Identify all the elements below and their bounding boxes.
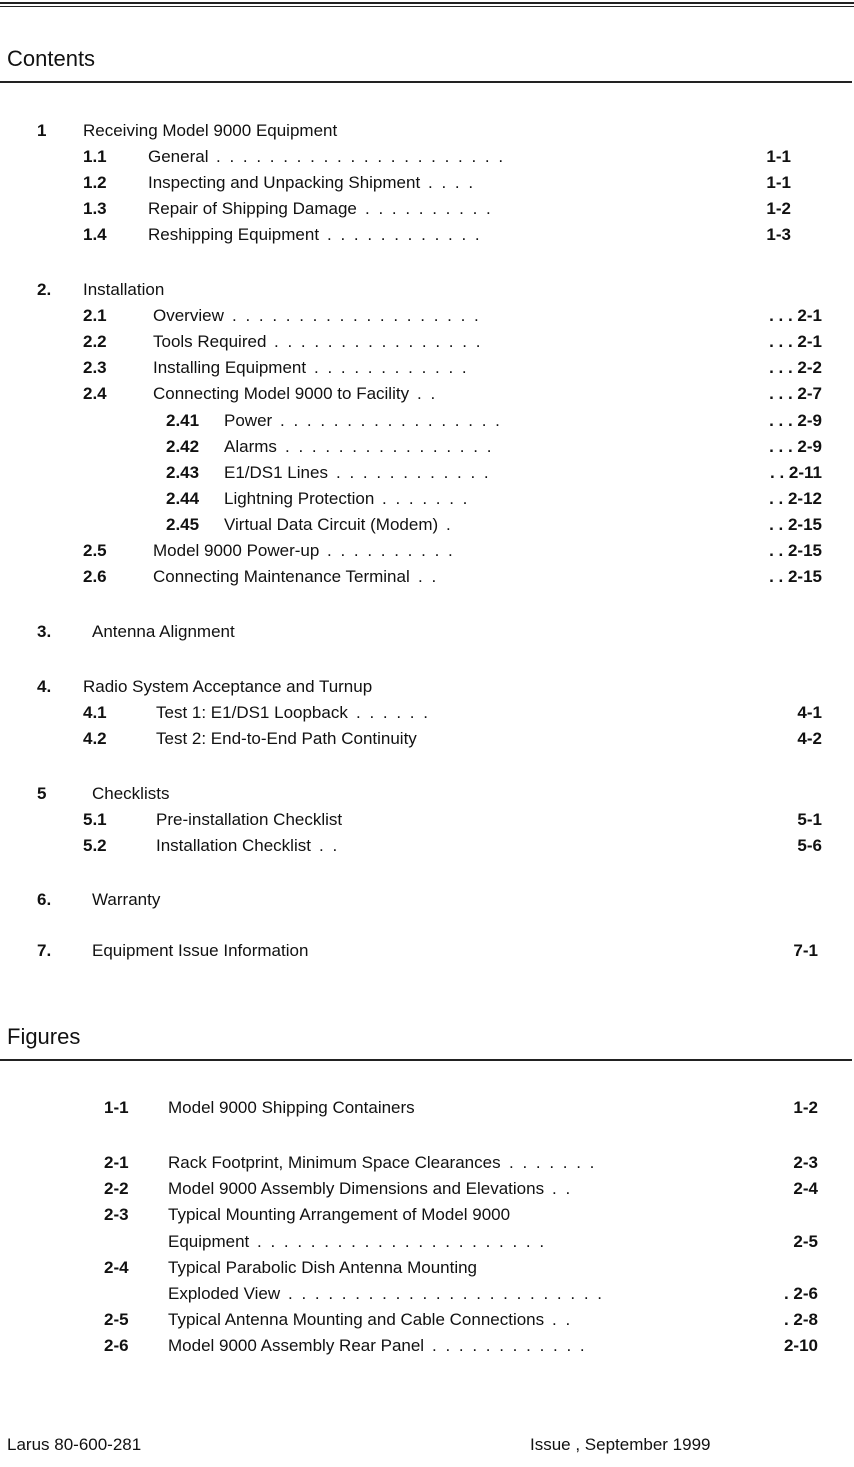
toc-number: 2.42 <box>166 437 200 456</box>
toc-title: Alarms <box>224 437 277 456</box>
figure-number: 2-1 <box>104 1153 129 1172</box>
toc-number: 3. <box>37 622 52 641</box>
toc-title: Inspecting and Unpacking Shipment <box>148 173 421 192</box>
toc-number: 2.41 <box>166 411 200 430</box>
figure-title: Typical Mounting Arrangement of Model 9000 <box>168 1205 511 1224</box>
figure-page-number: . 2-8 <box>783 1310 818 1329</box>
toc-title: Overview <box>153 306 224 325</box>
toc-page-number: . . 2-12 <box>769 489 822 508</box>
figure-page-number: 2-3 <box>793 1153 818 1172</box>
figure-row <box>0 1152 854 1174</box>
toc-leader-dots: . . . . . . . . . . . . . . . . . . . <box>232 306 481 325</box>
contents-heading: Contents <box>7 46 96 71</box>
toc-row <box>0 889 854 911</box>
toc-title: Connecting Model 9000 to Facility <box>153 384 410 403</box>
toc-number: 2.3 <box>83 358 107 377</box>
toc-title: General <box>148 147 209 166</box>
toc-title: Installation Checklist <box>156 836 311 855</box>
figure-title: Typical Parabolic Dish Antenna Mounting <box>168 1258 478 1277</box>
toc-row <box>0 172 854 194</box>
toc-number: 7. <box>37 941 52 960</box>
toc-title: Checklists <box>92 784 170 803</box>
figure-leader-dots: . . <box>552 1179 573 1198</box>
toc-number: 1.3 <box>83 199 107 218</box>
toc-page-number: . . . 2-7 <box>769 384 822 403</box>
toc-row <box>0 462 854 484</box>
toc-title: Equipment Issue Information <box>92 941 309 960</box>
toc-row <box>0 514 854 536</box>
toc-number: 2. <box>37 280 52 299</box>
toc-row <box>0 305 854 327</box>
figure-leader-dots: . . . . . . . . . . . . . . . . . . . . . . . . <box>288 1284 604 1303</box>
figure-number: 1-1 <box>104 1098 129 1117</box>
toc-leader-dots: . . . . . . <box>356 703 430 722</box>
toc-row <box>0 331 854 353</box>
toc-row <box>0 436 854 458</box>
toc-number: 5 <box>37 784 47 803</box>
toc-row <box>0 540 854 562</box>
figures-heading: Figures <box>7 1024 81 1049</box>
figure-row <box>0 1335 854 1357</box>
figure-row <box>0 1231 854 1253</box>
figure-leader-dots: . . . . . . . <box>509 1153 597 1172</box>
figure-page-number: 1-2 <box>793 1098 818 1117</box>
toc-page-number: 4-1 <box>797 703 822 722</box>
toc-page-number: . . 2-15 <box>769 567 822 586</box>
figure-title: Model 9000 Assembly Rear Panel <box>168 1336 425 1355</box>
toc-leader-dots: . <box>446 515 453 534</box>
toc-title: Receiving Model 9000 Equipment <box>83 121 338 140</box>
figures-rule <box>0 1059 852 1061</box>
figure-number: 2-4 <box>104 1258 129 1277</box>
toc-leader-dots: . . <box>319 836 340 855</box>
toc-number: 5.1 <box>83 810 107 829</box>
toc-title: Installing Equipment <box>153 358 307 377</box>
figure-title: Model 9000 Assembly Dimensions and Elevations <box>168 1179 545 1198</box>
toc-number: 4. <box>37 677 52 696</box>
toc-title: Test 1: E1/DS1 Loopback <box>156 703 348 722</box>
contents-rule <box>0 81 852 83</box>
toc-row <box>0 621 854 643</box>
toc-page-number: 4-2 <box>797 729 822 748</box>
toc-page-number: . . 2-15 <box>769 515 822 534</box>
toc-leader-dots: . . . . . . . . . . . . . . . . <box>285 437 494 456</box>
toc-title: Repair of Shipping Damage <box>148 199 357 218</box>
figure-page-number: . 2-6 <box>783 1284 818 1303</box>
figure-row <box>0 1204 854 1226</box>
toc-title: Antenna Alignment <box>92 622 235 641</box>
toc-title: Connecting Maintenance Terminal <box>153 567 410 586</box>
figure-row <box>0 1283 854 1305</box>
toc-number: 1.1 <box>83 147 107 166</box>
toc-number: 1 <box>37 121 47 140</box>
toc-row <box>0 488 854 510</box>
toc-leader-dots: . . <box>418 567 439 586</box>
toc-page-number: 5-6 <box>797 836 822 855</box>
toc-number: 2.43 <box>166 463 200 482</box>
figure-row <box>0 1178 854 1200</box>
figure-title: Typical Antenna Mounting and Cable Connections <box>168 1310 545 1329</box>
toc-leader-dots: . . <box>417 384 438 403</box>
toc-page-number: 1-1 <box>766 147 791 166</box>
toc-title: Installation <box>83 280 165 299</box>
toc-row <box>0 410 854 432</box>
toc-number: 5.2 <box>83 836 107 855</box>
figure-number: 2-2 <box>104 1179 129 1198</box>
toc-row <box>0 809 854 831</box>
figure-title: Model 9000 Shipping Containers <box>168 1098 415 1117</box>
toc-title: Power <box>224 411 273 430</box>
toc-row <box>0 146 854 168</box>
toc-number: 6. <box>37 890 52 909</box>
toc-title: Radio System Acceptance and Turnup <box>83 677 373 696</box>
toc-row <box>0 676 854 698</box>
figure-leader-dots: . . . . . . . . . . . . <box>432 1336 587 1355</box>
toc-number: 1.4 <box>83 225 107 244</box>
toc-title: Warranty <box>92 890 161 909</box>
figure-page-number: 2-10 <box>783 1336 818 1355</box>
toc-page-number: . . 2-15 <box>769 541 822 560</box>
toc-number: 2.5 <box>83 541 107 560</box>
toc-row <box>0 702 854 724</box>
toc-leader-dots: . . . . . . . . . . . . <box>336 463 491 482</box>
toc-row <box>0 383 854 405</box>
toc-page-number: 1-2 <box>766 199 791 218</box>
toc-leader-dots: . . . . . . . . . . <box>327 541 455 560</box>
toc-row <box>0 835 854 857</box>
toc-row <box>0 120 854 142</box>
toc-row <box>0 940 854 962</box>
figure-number: 2-6 <box>104 1336 129 1355</box>
toc-row <box>0 783 854 805</box>
toc-title: Virtual Data Circuit (Modem) <box>224 515 439 534</box>
toc-page-number: . . . 2-9 <box>769 437 822 456</box>
toc-title: Pre-installation Checklist <box>156 810 343 829</box>
toc-number: 2.44 <box>166 489 200 508</box>
figure-row <box>0 1257 854 1279</box>
toc-title: Reshipping Equipment <box>148 225 320 244</box>
toc-page-number: 1-1 <box>766 173 791 192</box>
figure-number: 2-3 <box>104 1205 129 1224</box>
toc-title: Tools Required <box>153 332 267 351</box>
figure-page-number: 2-5 <box>793 1232 818 1251</box>
toc-number: 4.1 <box>83 703 107 722</box>
toc-title: Lightning Protection <box>224 489 375 508</box>
toc-page-number: . . . 2-1 <box>769 332 822 351</box>
toc-number: 4.2 <box>83 729 107 748</box>
toc-page-number: 7-1 <box>793 941 818 960</box>
figure-title: Equipment <box>168 1232 250 1251</box>
toc-page-number: . . . 2-2 <box>769 358 822 377</box>
toc-leader-dots: . . . . . . . . . . . . . . . . . <box>280 411 502 430</box>
toc-row <box>0 198 854 220</box>
toc-leader-dots: . . . . <box>428 173 476 192</box>
toc-row <box>0 566 854 588</box>
toc-title: E1/DS1 Lines <box>224 463 328 482</box>
toc-row <box>0 224 854 246</box>
figure-leader-dots: . . . . . . . . . . . . . . . . . . . . . . <box>257 1232 547 1251</box>
figure-row <box>0 1309 854 1331</box>
toc-row <box>0 357 854 379</box>
toc-leader-dots: . . . . . . . . . . . . <box>314 358 469 377</box>
toc-row <box>0 728 854 750</box>
toc-leader-dots: . . . . . . . . . . . . <box>327 225 482 244</box>
toc-leader-dots: . . . . . . . . . . <box>365 199 493 218</box>
toc-number: 2.6 <box>83 567 107 586</box>
toc-page-number: . . . 2-1 <box>769 306 822 325</box>
toc-title: Model 9000 Power-up <box>153 541 320 560</box>
toc-page-number: . . . 2-9 <box>769 411 822 430</box>
toc-page-number: 5-1 <box>797 810 822 829</box>
toc-number: 2.45 <box>166 515 200 534</box>
toc-leader-dots: . . . . . . . <box>382 489 470 508</box>
figure-number: 2-5 <box>104 1310 129 1329</box>
toc-number: 2.2 <box>83 332 107 351</box>
toc-number: 1.2 <box>83 173 107 192</box>
toc-leader-dots: . . . . . . . . . . . . . . . . <box>274 332 483 351</box>
top-rule <box>0 2 854 4</box>
footer-issue: Issue , September 1999 <box>530 1435 711 1454</box>
toc-leader-dots: . . . . . . . . . . . . . . . . . . . . . . <box>216 147 506 166</box>
figure-title: Exploded View <box>168 1284 281 1303</box>
footer-doc-number: Larus 80-600-281 <box>7 1435 142 1454</box>
toc-number: 2.4 <box>83 384 107 403</box>
figure-page-number: 2-4 <box>793 1179 818 1198</box>
toc-title: Test 2: End-to-End Path Continuity <box>156 729 417 748</box>
top-rule-double <box>0 6 854 7</box>
toc-row <box>0 279 854 301</box>
toc-number: 2.1 <box>83 306 107 325</box>
toc-page-number: 1-3 <box>766 225 791 244</box>
toc-page-number: . . 2-11 <box>770 463 822 482</box>
figure-title: Rack Footprint, Minimum Space Clearances <box>168 1153 501 1172</box>
figure-leader-dots: . . <box>552 1310 573 1329</box>
figure-row <box>0 1097 854 1119</box>
